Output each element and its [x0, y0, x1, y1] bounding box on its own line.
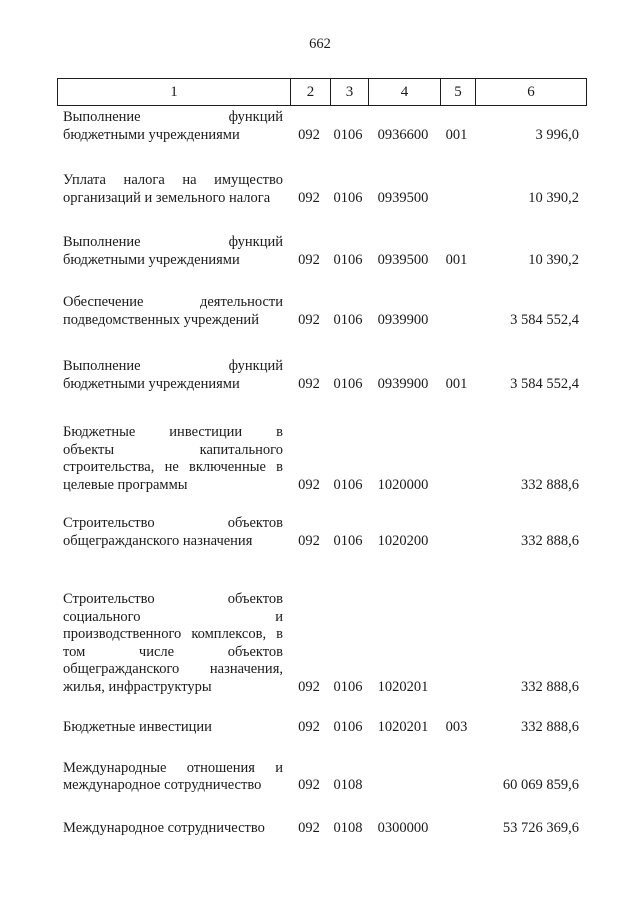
table-header-row — [57, 78, 587, 106]
row-section-code: 0106 — [333, 251, 363, 268]
row-expense-type-code: 001 — [445, 126, 468, 143]
row-chapter-code: 092 — [298, 311, 320, 328]
row-name-line: бюджетными учреждениями — [63, 126, 240, 143]
row-name-line: Строительство объектов — [63, 591, 283, 607]
row-name-cell — [57, 424, 289, 494]
row-amount: 332 888,6 — [521, 719, 579, 735]
row-target-item-code: 0300000 — [377, 819, 429, 836]
row-name-cell — [57, 109, 289, 144]
table-row — [57, 109, 587, 144]
row-amount: 3 996,0 — [535, 126, 579, 143]
row-target-item-code: 1020201 — [377, 678, 429, 695]
row-expense-type-code: 003 — [445, 719, 468, 735]
table-row — [57, 424, 587, 494]
budget-table — [57, 78, 587, 837]
header-cell-6: 6 — [475, 79, 586, 105]
row-name-cell — [57, 294, 289, 329]
row-name-line: строительства, не включенные в — [63, 459, 283, 475]
row-section-code: 0106 — [333, 189, 363, 206]
row-name-line: Международные отношения и — [63, 759, 283, 776]
header-cell-1: 1 — [170, 83, 178, 100]
row-name-cell — [57, 760, 289, 795]
row-chapter-code: 092 — [298, 126, 320, 143]
header-cell-5: 5 — [440, 79, 475, 105]
row-name-line: целевые программы — [63, 476, 188, 493]
row-target-item-code: 0939500 — [377, 189, 429, 206]
row-name-cell — [57, 358, 289, 393]
row-target-item-code: 1020000 — [377, 476, 429, 493]
row-target-item-code: 0936600 — [377, 126, 429, 143]
row-name-cell — [57, 172, 289, 207]
row-chapter-code: 092 — [298, 375, 320, 392]
row-amount: 3 584 552,4 — [510, 311, 579, 328]
row-chapter-code: 092 — [298, 819, 320, 836]
row-section-code: 0106 — [333, 311, 363, 328]
row-target-item-code: 0939900 — [377, 311, 429, 328]
row-section-code: 0106 — [333, 532, 363, 549]
row-target-item-code: 1020200 — [377, 532, 429, 549]
header-cell-2: 2 — [290, 79, 330, 105]
row-section-code: 0106 — [333, 126, 363, 143]
table-row — [57, 172, 587, 207]
row-name-cell — [57, 820, 289, 838]
row-name-cell — [57, 719, 289, 737]
row-name-line: общегражданского назначения — [63, 532, 253, 549]
row-name-line: Бюджетные инвестиции в — [63, 424, 283, 440]
row-name-line: Уплата налога на имущество — [63, 172, 283, 188]
row-name-cell — [57, 591, 289, 696]
row-name-line: социального и — [63, 608, 283, 625]
row-name-cell — [57, 234, 289, 269]
row-name-line: организаций и земельного налога — [63, 189, 271, 206]
row-amount: 3 584 552,4 — [510, 375, 579, 392]
row-name-line: производственного комплексов, в — [63, 626, 283, 642]
row-chapter-code: 092 — [298, 678, 320, 695]
row-target-item-code: 0939500 — [377, 251, 429, 268]
row-section-code: 0106 — [333, 476, 363, 493]
row-name-line: бюджетными учреждениями — [63, 375, 240, 392]
table-row — [57, 719, 587, 737]
table-row — [57, 820, 587, 838]
row-name-line: Выполнение функций — [63, 109, 283, 125]
row-amount: 332 888,6 — [521, 476, 579, 493]
row-name-line: международное сотрудничество — [63, 777, 262, 793]
row-amount: 332 888,6 — [521, 678, 579, 695]
row-section-code: 0108 — [333, 819, 363, 836]
row-amount: 60 069 859,6 — [502, 777, 579, 793]
row-amount: 10 390,2 — [528, 251, 579, 268]
table-row — [57, 358, 587, 393]
table-row — [57, 234, 587, 269]
row-target-item-code: 0939900 — [377, 375, 429, 392]
row-name-line: Выполнение функций — [63, 234, 283, 250]
row-amount: 53 726 369,6 — [502, 819, 579, 836]
row-name-line: бюджетными учреждениями — [63, 251, 240, 268]
row-name-line: том числе объектов — [63, 643, 283, 660]
row-name-line: Выполнение функций — [63, 358, 283, 374]
row-name-line: общегражданского назначения, — [63, 661, 283, 677]
table-row — [57, 294, 587, 329]
row-chapter-code: 092 — [298, 777, 320, 793]
row-name-line: Бюджетные инвестиции — [63, 719, 212, 735]
row-name-cell — [57, 515, 289, 550]
row-name-line: объекты капитального — [63, 441, 283, 458]
row-chapter-code: 092 — [298, 189, 320, 206]
row-name-line: подведомственных учреждений — [63, 311, 259, 328]
row-expense-type-code: 001 — [445, 375, 468, 392]
row-name-line: жилья, инфраструктуры — [63, 678, 212, 695]
table-row — [57, 591, 587, 696]
header-cell-3: 3 — [330, 79, 368, 105]
header-cell-4: 4 — [368, 79, 440, 105]
row-amount: 10 390,2 — [528, 189, 579, 206]
row-chapter-code: 092 — [298, 476, 320, 493]
row-name-line: Строительство объектов — [63, 515, 283, 531]
row-section-code: 0106 — [333, 719, 363, 735]
table-row — [57, 515, 587, 550]
row-expense-type-code: 001 — [445, 251, 468, 268]
row-amount: 332 888,6 — [521, 532, 579, 549]
table-body — [57, 109, 587, 837]
row-chapter-code: 092 — [298, 532, 320, 549]
row-name-line: Международное сотрудничество — [63, 819, 265, 836]
row-name-line: Обеспечение деятельности — [63, 294, 283, 310]
row-section-code: 0106 — [333, 375, 363, 392]
row-section-code: 0108 — [333, 777, 363, 793]
page-number: 662 — [309, 36, 331, 52]
table-row — [57, 760, 587, 795]
row-chapter-code: 092 — [298, 251, 320, 268]
row-chapter-code: 092 — [298, 719, 320, 735]
row-target-item-code: 1020201 — [377, 719, 429, 735]
row-section-code: 0106 — [333, 678, 363, 695]
